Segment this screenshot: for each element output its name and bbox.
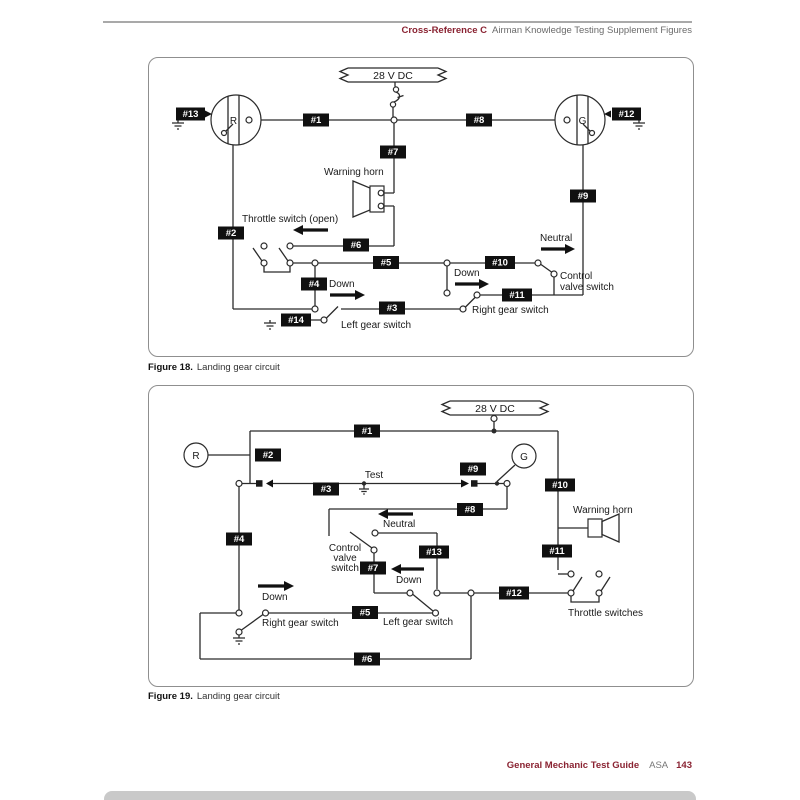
- wire-label-6: #6: [361, 654, 373, 665]
- footer-publisher: ASA: [649, 760, 669, 771]
- wire-label-1: #1: [310, 115, 322, 126]
- power-label: 28 V DC: [373, 70, 413, 82]
- wire-label-5: #5: [380, 257, 392, 269]
- wire-label-5: #5: [359, 607, 371, 619]
- warning-horn-icon: [353, 181, 384, 217]
- footer-page-number: 143: [676, 760, 692, 771]
- power-banner: [340, 68, 446, 82]
- control-valve-label-3: switch: [331, 563, 359, 574]
- control-valve-label-2: valve: [333, 553, 357, 564]
- wire-label-13: #13: [426, 547, 442, 558]
- figure19-caption-label: Figure 19.: [148, 691, 193, 702]
- lamp-r-icon: [184, 443, 208, 467]
- wire-label-8: #8: [464, 504, 476, 516]
- header-rule: [103, 21, 692, 23]
- control-valve-label-1: Control: [328, 543, 362, 554]
- page-footer: [507, 760, 692, 771]
- wire-label-3: #3: [320, 484, 332, 495]
- ground-icon-left: [172, 121, 184, 130]
- neutral-label: Neutral: [540, 233, 573, 244]
- wire-label-9: #9: [467, 464, 479, 475]
- figure19-caption-text: Landing gear circuit: [196, 691, 280, 702]
- down-arrow-icon-left: [330, 290, 365, 300]
- page-bottom-edge: [104, 791, 696, 800]
- left-direction-arrow-icon: [293, 225, 328, 235]
- right-gear-label: Right gear switch: [472, 305, 549, 316]
- control-valve-label-2: valve switch: [560, 282, 614, 293]
- neutral-arrow-icon: [541, 244, 575, 254]
- power-label: 28 V DC: [475, 403, 515, 415]
- page-header: [401, 25, 692, 36]
- figure18-caption: [148, 362, 280, 373]
- footer-book-title: General Mechanic Test Guide: [506, 760, 640, 771]
- down-arrow-icon-center: [391, 564, 424, 574]
- neutral-label: Neutral: [383, 519, 416, 530]
- throttle-switch-icon: [253, 243, 293, 272]
- warning-horn-label: Warning horn: [324, 167, 384, 178]
- wire-label-14: #14: [288, 315, 304, 326]
- wire-label-3: #3: [386, 303, 398, 314]
- down-label-left: Down: [329, 279, 355, 290]
- power-banner: [442, 401, 548, 434]
- test-label: Test: [364, 470, 384, 481]
- wire-label-7: #7: [387, 147, 399, 158]
- down-arrow-icon-left: [258, 581, 294, 591]
- lamp-g-letter: G: [578, 116, 587, 127]
- wire-label-4: #4: [308, 279, 320, 290]
- down-label-center: Down: [396, 575, 422, 586]
- throttle-switches-label: Throttle switches: [568, 608, 644, 619]
- wire-label-4: #4: [233, 534, 245, 545]
- figure18-caption-label: Figure 18.: [148, 362, 193, 373]
- lamp-g-icon: [555, 95, 611, 145]
- header-section: Cross-Reference C: [401, 25, 488, 36]
- warning-horn-label: Warning horn: [573, 505, 633, 516]
- figure18-caption-text: Landing gear circuit: [196, 362, 280, 373]
- left-gear-label: Left gear switch: [383, 617, 454, 628]
- wire-label-11: #11: [549, 546, 565, 557]
- control-valve-label-1: Control: [560, 271, 593, 282]
- wire-label-10: #10: [492, 257, 508, 269]
- down-label-right: Down: [454, 268, 480, 279]
- lamp-r-letter: R: [192, 451, 200, 462]
- wire-label-1: #1: [361, 426, 373, 437]
- down-arrow-icon-right: [455, 279, 489, 289]
- ground-icon-right: [633, 121, 645, 130]
- wire-label-7: #7: [367, 563, 379, 574]
- wire-label-12: #12: [506, 588, 522, 599]
- circuit-breaker-icon: [390, 82, 403, 117]
- throttle-switch-label: Throttle switch (open): [242, 214, 339, 225]
- down-label-left: Down: [262, 592, 288, 603]
- lamp-g-icon: [512, 444, 536, 468]
- wire-label-6: #6: [350, 240, 362, 251]
- lamp-r-icon: [205, 95, 261, 145]
- wire-label-12: #12: [618, 109, 635, 120]
- wire-label-9: #9: [577, 191, 589, 202]
- figure19-diagram: [148, 385, 692, 685]
- wire-label-11: #11: [509, 290, 525, 301]
- left-gear-label: Left gear switch: [341, 320, 412, 331]
- wire-label-13: #13: [182, 109, 199, 120]
- wire-label-8: #8: [473, 115, 485, 126]
- control-valve-switch-icon: [541, 265, 557, 278]
- figure19-caption: [148, 691, 280, 702]
- wire-label-2: #2: [262, 450, 274, 461]
- header-title: Airman Knowledge Testing Supplement Figures: [492, 25, 692, 36]
- lamp-r-letter: R: [229, 116, 238, 127]
- throttle-switches-icon: [568, 571, 610, 602]
- wire-label-2: #2: [225, 228, 237, 239]
- right-gear-label: Right gear switch: [262, 618, 339, 629]
- figure18-diagram: [148, 57, 692, 355]
- warning-horn-icon: [588, 514, 619, 542]
- wire-label-10: #10: [552, 480, 568, 491]
- neutral-arrow-icon: [378, 509, 413, 519]
- lamp-g-letter: G: [520, 452, 528, 463]
